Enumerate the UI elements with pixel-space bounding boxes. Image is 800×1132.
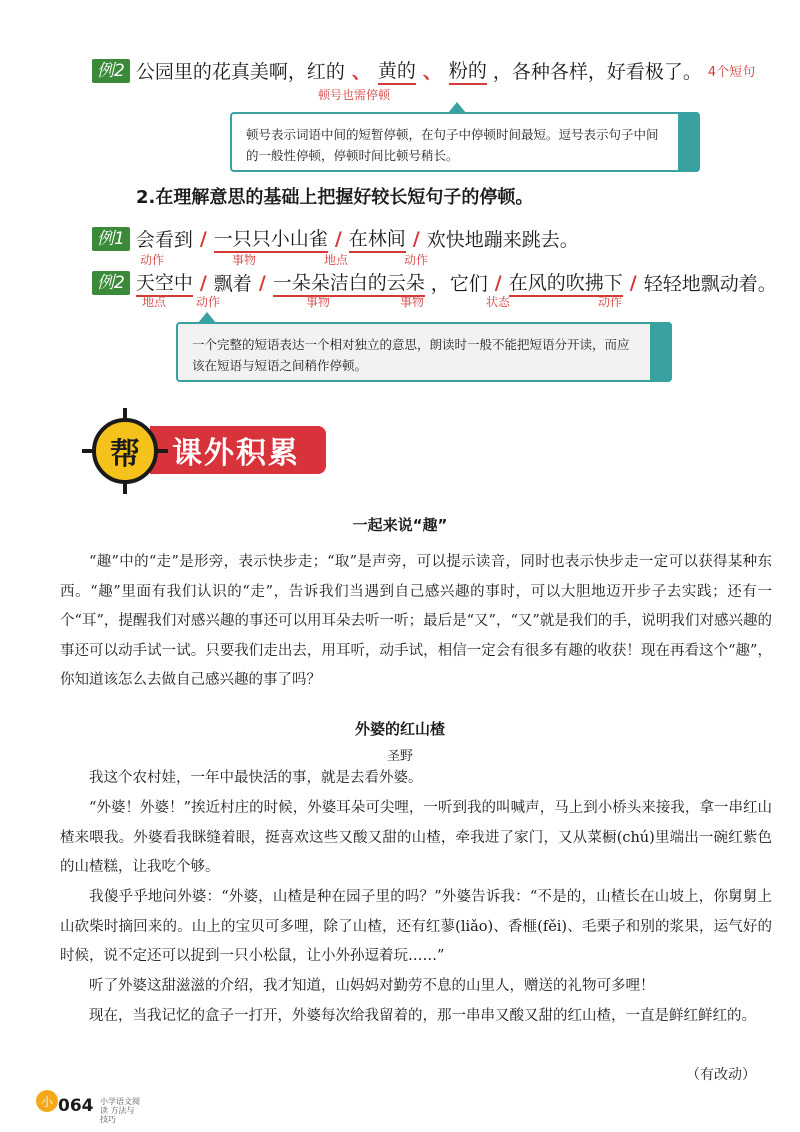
side-note: 4个短句 [707, 65, 756, 80]
sentence-part: 一朵朵洁白的云朵 [273, 268, 425, 297]
under-note: 顿号也需停顿 [318, 88, 391, 102]
paragraph-block [60, 883, 772, 973]
banner-title: 课外积累 [172, 436, 300, 471]
sentence-part: ，它们 [430, 273, 488, 295]
pause-mark: / [199, 227, 207, 250]
article-title: 外婆的红山楂 [354, 720, 445, 738]
paragraph: 我傻乎乎地问外婆：“外婆，山楂是种在园子里的吗？”外婆告诉我：“不是的，山楂长在山坡上，你舅舅上山砍柴时摘回来的。山上的宝贝可多哩，除了山楂，还有红蓼(liǎo)、香榧(fěi)、毛栗子和别的浆果，运气好的时候，说不定还可以捉到一只小松鼠，让小外孙逗着玩……” [60, 889, 772, 964]
phrase-label: 状态 [486, 295, 511, 309]
paragraph-block [60, 972, 772, 1002]
phrase-label: 动作 [140, 253, 165, 267]
pause-mark: 、 [422, 61, 442, 83]
pause-mark: / [199, 271, 207, 294]
sentence-part: 轻轻地飘动着。 [643, 273, 777, 295]
paragraph: 现在，当我记忆的盒子一打开，外婆每次给我留着的，那一串串又酸又甜的红山楂，一直是鲜红鲜红的。 [89, 1008, 756, 1024]
phrase-label: 地点 [324, 253, 349, 267]
pause-mark: / [258, 271, 266, 294]
page-number: 064 [58, 1096, 94, 1116]
pause-mark: 、 [351, 61, 371, 83]
example-tag: 例2 [92, 59, 130, 83]
sentence-part: 黄的 [378, 56, 416, 85]
phrase-label: 事物 [306, 295, 331, 309]
example-line-3 [92, 268, 777, 297]
pause-mark: / [494, 271, 502, 294]
source-note: （有改动） [686, 1067, 756, 1083]
sentence-part: 会看到 [135, 229, 193, 251]
tip-notch [198, 312, 216, 323]
paragraph-block [60, 764, 772, 794]
phrase-label: 动作 [598, 295, 623, 309]
article-author: 圣野 [386, 749, 413, 764]
phrase-label: 事物 [232, 253, 257, 267]
tip-stripe [678, 112, 700, 172]
paragraph-block [60, 1002, 772, 1062]
pause-mark: / [334, 227, 342, 250]
sentence-part: 在林间 [349, 224, 406, 253]
example-line-1 [92, 56, 755, 85]
example-tag: 例2 [92, 271, 130, 295]
tip-box [230, 112, 700, 172]
sentence-part: 飘着 [213, 273, 252, 295]
banner-badge [92, 418, 158, 484]
pause-mark: / [629, 271, 637, 294]
paragraph: “外婆！外婆！”挨近村庄的时候，外婆耳朵可尖哩，一听到我的叫喊声，马上到小桥头来接我，拿一串红山楂来喂我。外婆看我眯缝着眼，挺喜欢这些又酸又甜的山楂，牵我进了家门，又从菜橱(chú)里端出一碗红紫色的山楂糕，让我吃个够。 [60, 800, 772, 875]
article-body [60, 548, 772, 696]
phrase-label: 动作 [404, 253, 429, 267]
star-icon [36, 1090, 58, 1112]
sentence-part: ，各种各样，好看极了。 [492, 61, 702, 83]
sentence-part: 在风的吹拂下 [509, 268, 623, 297]
example-line-2 [92, 224, 579, 253]
section-heading: 2.在理解意思的基础上把握好较长短句子的停顿。 [136, 187, 534, 208]
star-text: 小 [40, 1094, 53, 1109]
pause-mark: / [412, 227, 420, 250]
phrase-label: 事物 [400, 295, 425, 309]
tip-box [176, 322, 672, 382]
paragraph-block [60, 794, 772, 884]
sentence-part: 一只只小山雀 [214, 224, 328, 253]
footer-caption: 小学语文阅读 方法与技巧 [100, 1097, 140, 1124]
phrase-label: 动作 [196, 295, 221, 309]
tip-notch [448, 102, 466, 113]
tip-text: 一个完整的短语表达一个相对独立的意思，朗读时一般不能把短语分开读，而应该在短语与短语之间稍作停顿。 [192, 337, 630, 373]
paragraph: 听了外婆这甜滋滋的介绍，我才知道，山妈妈对勤劳不息的山里人，赠送的礼物可多哩！ [89, 978, 655, 994]
sentence-part: 公园里的花真美啊，红的 [135, 61, 345, 83]
sentence-part: 粉的 [449, 56, 487, 85]
section-banner [150, 426, 326, 474]
phrase-label: 地点 [142, 295, 167, 309]
paragraph: 我这个农村娃，一年中最快活的事，就是去看外婆。 [89, 770, 423, 786]
paragraph: “趣”中的“走”是形旁，表示快步走；“取”是声旁，可以提示读音，同时也表示快步走一定可以获得某种东西。“趣”里面有我们认识的“走”，告诉我们当遇到自己感兴趣的事时，可以大胆地迈开步子去实践；还有一个“耳”，提醒我们对感兴趣的事还可以用耳朵去听一听；最后是“又”，“又”就是我们的手，说明我们对感兴趣的事还可以动手试一试。只要我们走出去，用耳听，动手试，相信一定会有很多有趣的收获！现在再看这个“趣”，你知道该怎么去做自己感兴趣的事了吗？ [60, 554, 772, 688]
tip-stripe [650, 322, 672, 382]
article-title: 一起来说“趣” [352, 516, 448, 534]
sentence-part: 天空中 [136, 268, 193, 297]
tip-text: 顿号表示词语中间的短暂停顿，在句子中停顿时间最短。逗号表示句子中间的一般性停顿，停顿时间比顿号稍长。 [246, 127, 659, 163]
sentence-part: 欢快地蹦来跳去。 [426, 229, 579, 251]
banner-badge-text: 帮 [110, 437, 140, 472]
example-tag: 例1 [92, 227, 130, 251]
